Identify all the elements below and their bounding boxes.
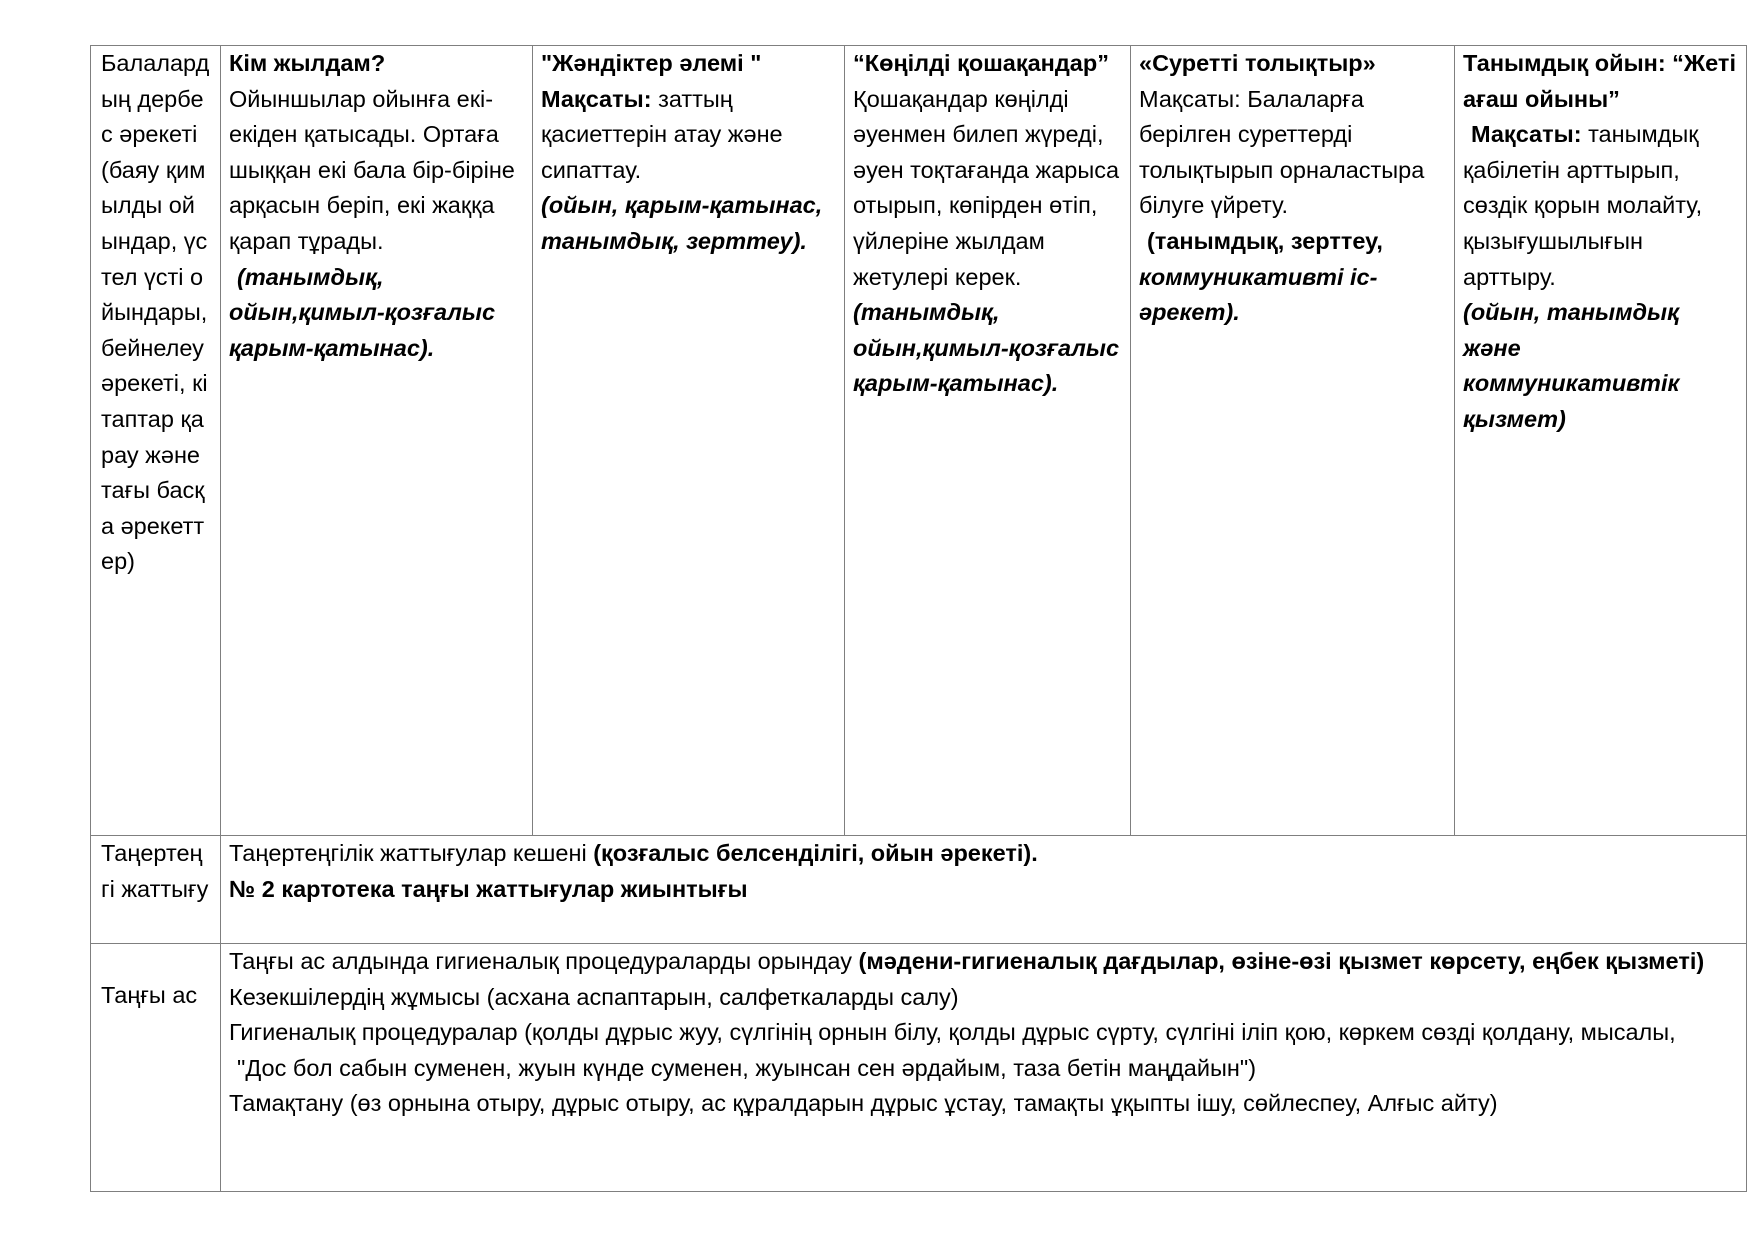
activity-tags: (ойын, қарым-қатынас, танымдық, зерттеу).	[541, 192, 823, 254]
goal-label: Мақсаты:	[1471, 121, 1582, 148]
row-label-text: Таңғы ас	[101, 982, 198, 1008]
row-label-text: Таңертеңгі жаттығу	[101, 840, 209, 902]
activity-cell-3	[845, 46, 1131, 836]
row-label-breakfast	[91, 944, 221, 1192]
activity-title: Кім жылдам?	[229, 50, 386, 76]
breakfast-poem-line: "Дос бол сабын суменен, жуын күнде суменен, жуынсан сен әрдайым, таза бетін маңдайын")	[237, 1054, 1257, 1081]
activity-cell-2	[533, 46, 845, 836]
activity-tags-part1: (танымдық, зерттеу,	[1147, 227, 1383, 254]
activity-tags: (танымдық, ойын,қимыл-қозғалыс қарым-қатынас).	[229, 263, 496, 361]
activity-tags-part2: коммуникативті іс-әрекет).	[1139, 263, 1378, 326]
row-label-morning-exercise	[91, 836, 221, 944]
activity-cell-5	[1455, 46, 1747, 836]
breakfast-content	[221, 944, 1747, 1192]
goal-text: танымдық қабілетін арттырып, сөздік қорын молайту, қызығушылығын арттыру.	[1463, 121, 1703, 290]
row-independent-activity	[91, 46, 1747, 836]
daily-plan-table	[90, 45, 1747, 1192]
row-label-independent-activity	[91, 46, 221, 836]
morning-exercise-content	[221, 836, 1747, 944]
activity-cell-1	[221, 46, 533, 836]
activity-tags: (ойын, танымдық және коммуникативтік қызмет)	[1463, 299, 1680, 432]
breakfast-intro: Таңғы ас алдында гигиеналық процедураларды орындау	[229, 948, 859, 974]
activity-tags: (танымдық, ойын,қимыл-қозғалыс қарым-қатынас).	[853, 299, 1120, 397]
morning-exercise-text: Таңертеңгілік жаттығулар кешені	[229, 840, 594, 866]
activity-cell-4	[1131, 46, 1455, 836]
activity-title: “Көңілді қошақандар”	[853, 50, 1109, 76]
row-morning-exercise	[91, 836, 1747, 944]
goal-text: заттың қасиеттерін атау және сипаттау.	[541, 85, 783, 183]
activity-text: Қошақандар көңілді әуенмен билеп жүреді, әуен тоқтағанда жарыса отырып, көпірден өтіп, үйлеріне жылдам жетулері керек.	[853, 85, 1120, 290]
morning-exercise-tags: (қозғалыс белсенділігі, ойын әрекеті).	[593, 840, 1038, 866]
breakfast-eating-line: Тамақтану (өз орнына отыру, дұрыс отыру, ас құралдарын дұрыс ұстау, тамақты ұқыпты ішу, сөйлеспеу, Алғыс айту)	[229, 1090, 1498, 1117]
goal-text: Балаларға берілген суреттерді толықтырып орналастыра білуге үйрету.	[1139, 85, 1425, 219]
breakfast-duty-line: Кезекшілердің жұмысы (асхана аспаптарын, салфеткаларды салу)	[229, 983, 959, 1010]
morning-exercise-card: № 2 картотека таңғы жаттығулар жиынтығы	[229, 875, 748, 902]
row-label-text: Балалардың дербес әрекеті (баяу қимылды ойындар, үстел үсті ойындары, бейнелеу әрекеті, кітаптар қарау және тағы басқа әрекеттер)	[101, 50, 210, 575]
row-breakfast	[91, 944, 1747, 1192]
breakfast-hygiene-line: Гигиеналық процедуралар (қолды дұрыс жуу, сүлгінің орнын білу, қолды дұрыс сүрту, сүлгіні іліп қою, көркем сөзді қолдану, мысалы,	[229, 1019, 1676, 1046]
activity-title: «Суретті толықтыр»	[1139, 50, 1376, 76]
activity-title: Танымдық ойын: “Жеті ағаш ойыны”	[1463, 50, 1736, 112]
goal-label: Мақсаты:	[541, 85, 652, 112]
activity-title: "Жәндіктер әлемі "	[541, 50, 762, 76]
goal-label: Мақсаты:	[1139, 85, 1241, 112]
breakfast-tags: (мәдени-гигиеналық дағдылар, өзіне-өзі қызмет көрсету, еңбек қызметі)	[858, 948, 1705, 974]
activity-text: Ойыншылар ойынға екі-екіден қатысады. Ортаға шыққан екі бала бір-біріне арқасын беріп, екі жаққа қарап тұрады.	[229, 85, 515, 254]
